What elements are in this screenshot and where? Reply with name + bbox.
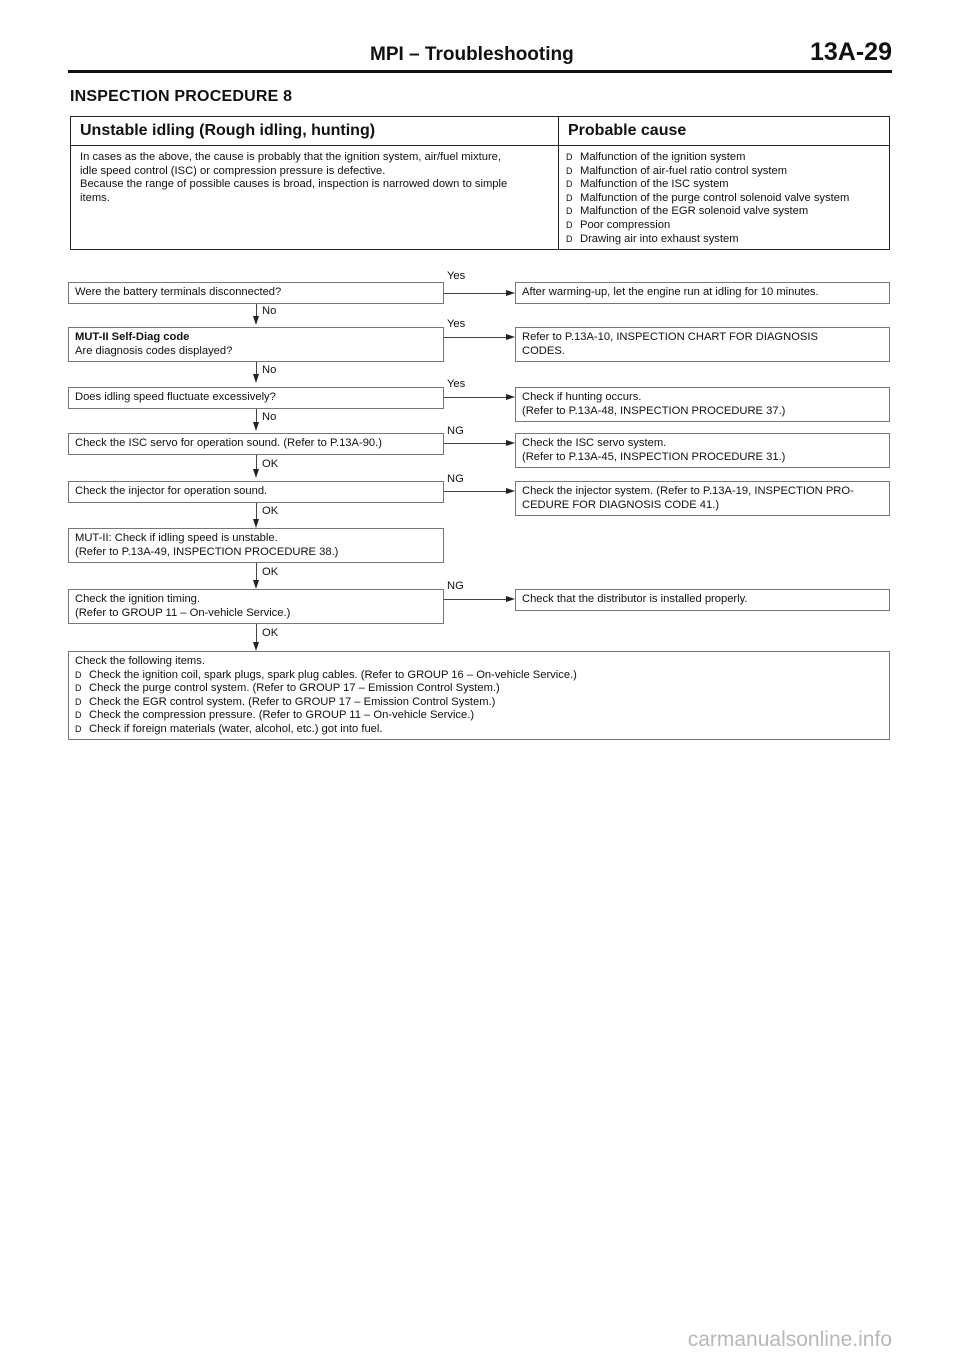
step3-yes-action-line: (Refer to P.13A-48, INSPECTION PROCEDURE 37.) — [522, 404, 786, 417]
final-item — [75, 696, 889, 710]
arrow-right-icon — [506, 488, 515, 494]
table-header-divider — [71, 145, 889, 146]
bullet-marker: D — [75, 696, 82, 707]
final-item-text: Check the EGR control system. (Refer to GROUP 17 – Emission Control System.) — [89, 695, 496, 708]
arrow-down-icon — [253, 580, 259, 589]
final-item-text: Check the purge control system. (Refer to GROUP 17 – Emission Control System.) — [89, 682, 500, 695]
yes-connector — [444, 293, 506, 294]
yes-connector — [444, 337, 506, 338]
final-intro: Check the following items. — [75, 655, 205, 667]
table-column-divider — [558, 117, 559, 249]
bullet-marker: D — [566, 179, 573, 190]
bullet-marker: D — [75, 710, 82, 721]
description-line: In cases as the above, the cause is probably that the ignition system, air/fuel mixture, — [80, 151, 501, 163]
yes-label: Yes — [447, 378, 466, 390]
step4-ng-action-box — [515, 433, 890, 468]
step1-question-box — [68, 282, 444, 304]
cause-text: Malfunction of air-fuel ratio control system — [580, 164, 788, 177]
cause-item — [566, 165, 849, 179]
ng-connector — [444, 599, 506, 600]
step2-question-box — [68, 327, 444, 362]
arrow-down-icon — [253, 519, 259, 528]
ng-label: NG — [447, 580, 464, 592]
cause-text: Malfunction of the ignition system — [580, 151, 746, 163]
ng-connector — [444, 491, 506, 492]
step7-ng-action-box — [515, 589, 890, 611]
symptom-description — [80, 151, 552, 205]
ok-label: OK — [262, 458, 279, 470]
bullet-marker: D — [566, 233, 573, 244]
final-checklist-box — [68, 651, 890, 740]
arrow-down-icon — [253, 316, 259, 325]
step2-question: Are diagnosis codes displayed? — [75, 344, 233, 357]
yes-label: Yes — [447, 270, 466, 282]
bullet-marker: D — [566, 219, 573, 230]
step1-yes-action-box — [515, 282, 890, 304]
step6-line: (Refer to P.13A-49, INSPECTION PROCEDURE 38.) — [75, 545, 339, 558]
ok-label: OK — [262, 627, 279, 639]
step2-question-title: MUT-II Self-Diag code — [75, 331, 190, 343]
step1-question: Were the battery terminals disconnected? — [75, 286, 282, 298]
step5-ng-action-line: Check the injector system. (Refer to P.13A-19, INSPECTION PRO- — [522, 485, 854, 497]
probable-cause-list — [566, 151, 849, 246]
step7-box — [68, 589, 444, 624]
arrow-down-icon — [253, 469, 259, 478]
cause-text: Drawing air into exhaust system — [580, 232, 739, 245]
no-label: No — [262, 305, 277, 317]
arrow-right-icon — [506, 440, 515, 446]
step4-ng-action-line: (Refer to P.13A-45, INSPECTION PROCEDURE 31.) — [522, 450, 786, 463]
symptom-table — [70, 116, 890, 250]
final-item — [75, 682, 889, 696]
cause-text: Poor compression — [580, 218, 671, 231]
cause-item — [566, 151, 849, 165]
no-label: No — [262, 364, 277, 376]
step2-yes-action-line: CODES. — [522, 344, 565, 357]
final-item — [75, 723, 889, 737]
final-item-text: Check the compression pressure. (Refer to GROUP 11 – On-vehicle Service.) — [89, 709, 475, 722]
no-label: No — [262, 411, 277, 423]
step4-question-box — [68, 433, 444, 455]
arrow-right-icon — [506, 394, 515, 400]
cause-item — [566, 233, 849, 247]
cause-item — [566, 192, 849, 206]
step3-question: Does idling speed fluctuate excessively? — [75, 391, 276, 403]
bullet-marker: D — [566, 152, 573, 162]
arrow-down-icon — [253, 642, 259, 651]
bullet-marker: D — [566, 192, 573, 203]
cause-text: Malfunction of the purge control solenoid valve system — [580, 191, 850, 204]
step7-ng-action: Check that the distributor is installed properly. — [522, 593, 748, 605]
bullet-marker: D — [75, 683, 82, 694]
arrow-right-icon — [506, 334, 515, 340]
cause-item — [566, 178, 849, 192]
step5-question-box — [68, 481, 444, 503]
step7-line: Check the ignition timing. — [75, 593, 200, 605]
page-number: 13A-29 — [810, 38, 892, 66]
step7-line: (Refer to GROUP 11 – On-vehicle Service.) — [75, 606, 291, 619]
step6-line: MUT-II: Check if idling speed is unstable. — [75, 532, 278, 544]
ok-label: OK — [262, 566, 279, 578]
final-item-text: Check the ignition coil, spark plugs, spark plug cables. (Refer to GROUP 16 – On-vehicle Service.) — [89, 668, 577, 681]
bullet-marker: D — [566, 206, 573, 217]
yes-label: Yes — [447, 318, 466, 330]
step5-question: Check the injector for operation sound. — [75, 485, 268, 497]
step3-yes-action-box — [515, 387, 890, 422]
step6-box — [68, 528, 444, 563]
description-line: items. — [80, 191, 110, 204]
cause-item — [566, 205, 849, 219]
step3-question-box — [68, 387, 444, 409]
cause-text: Malfunction of the EGR solenoid valve system — [580, 205, 809, 218]
bullet-marker: D — [566, 165, 573, 176]
arrow-down-icon — [253, 374, 259, 383]
arrow-down-icon — [253, 422, 259, 431]
ng-label: NG — [447, 425, 464, 437]
final-item — [75, 709, 889, 723]
procedure-title: INSPECTION PROCEDURE 8 — [70, 88, 293, 105]
step2-yes-action-box — [515, 327, 890, 362]
ok-label: OK — [262, 505, 279, 517]
arrow-right-icon — [506, 596, 515, 602]
step1-yes-action: After warming-up, let the engine run at idling for 10 minutes. — [522, 286, 819, 298]
page-header-title: MPI – Troubleshooting — [370, 44, 574, 65]
final-item-text: Check if foreign materials (water, alcohol, etc.) got into fuel. — [89, 722, 383, 735]
step2-yes-action-line: Refer to P.13A-10, INSPECTION CHART FOR DIAGNOSIS — [522, 331, 818, 343]
site-watermark: carmanualsonline.info — [687, 1328, 892, 1351]
probable-cause-heading: Probable cause — [568, 122, 687, 139]
header-divider — [68, 70, 892, 73]
description-line: Because the range of possible causes is broad, inspection is narrowed down to simple — [80, 178, 508, 191]
ng-connector — [444, 443, 506, 444]
ng-label: NG — [447, 473, 464, 485]
symptom-heading: Unstable idling (Rough idling, hunting) — [80, 122, 376, 139]
step4-ng-action-line: Check the ISC servo system. — [522, 437, 667, 449]
cause-item — [566, 219, 849, 233]
bullet-marker: D — [75, 723, 82, 734]
final-item — [75, 669, 889, 683]
step5-ng-action-box — [515, 481, 890, 516]
step4-question: Check the ISC servo for operation sound. (Refer to P.13A-90.) — [75, 437, 382, 449]
arrow-right-icon — [506, 290, 515, 296]
yes-connector — [444, 397, 506, 398]
step5-ng-action-line: CEDURE FOR DIAGNOSIS CODE 41.) — [522, 498, 720, 511]
bullet-marker: D — [75, 669, 82, 680]
cause-text: Malfunction of the ISC system — [580, 178, 729, 191]
description-line: idle speed control (ISC) or compression pressure is defective. — [80, 164, 386, 177]
step3-yes-action-line: Check if hunting occurs. — [522, 391, 642, 403]
